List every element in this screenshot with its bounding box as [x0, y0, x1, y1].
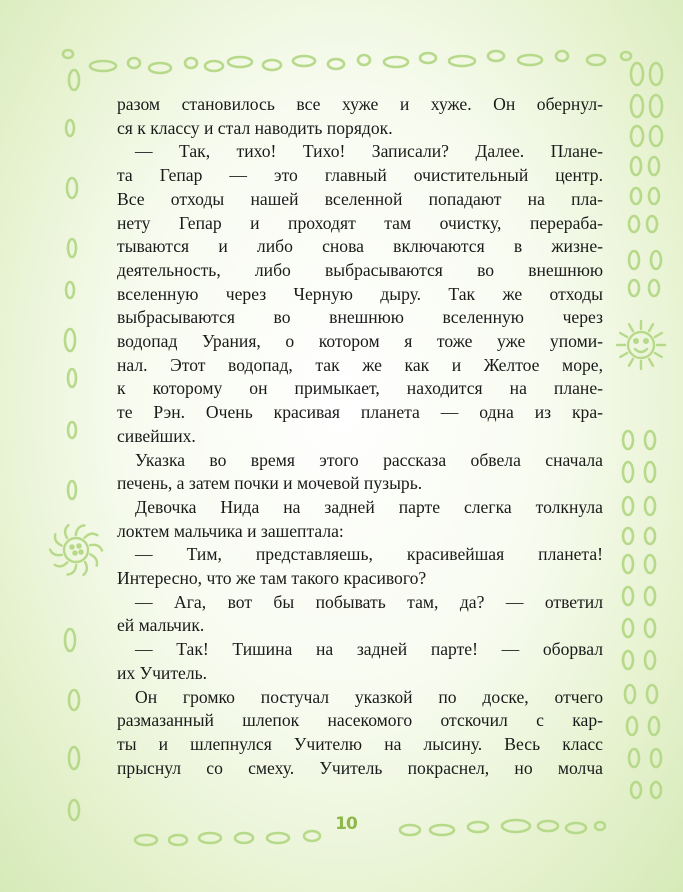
- frame-oval: [647, 685, 657, 703]
- text-line: — Так! Тишина на задней парте! — оборвал: [135, 639, 603, 660]
- text-line: к которому он примыкает, находится на плане-: [117, 378, 603, 399]
- smiling-sun-icon: [617, 321, 665, 369]
- text-line: ся к классу и стал наводить порядок.: [117, 117, 393, 138]
- frame-oval: [629, 216, 639, 232]
- text-line: деятельность, либо выбрасываются во внешнюю: [117, 259, 603, 280]
- frame-oval: [63, 50, 73, 58]
- frame-oval: [623, 528, 633, 544]
- text-line: Он громко постучал указкой по доске, отчего: [135, 686, 603, 707]
- text-line: те Рэн. Очень красивая планета — одна из кра-: [117, 402, 603, 423]
- frame-oval: [90, 61, 116, 71]
- frame-oval: [263, 60, 281, 70]
- text-line: сивейших.: [117, 425, 196, 446]
- frame-oval: [649, 280, 659, 296]
- frame-oval: [629, 251, 639, 269]
- text-line: — Ага, вот бы побывать там, да? — ответил: [135, 591, 603, 612]
- frame-oval: [587, 55, 605, 65]
- frame-oval: [69, 70, 79, 90]
- frame-oval: [645, 555, 655, 573]
- page-text: [117, 93, 603, 780]
- text-line: нету Гепар и проходят там очистку, перераба-: [117, 212, 603, 233]
- frame-oval: [358, 55, 370, 65]
- text-line: вселенную через Черную дыру. Так же отходы: [117, 283, 603, 304]
- text-line: — Тим, представляешь, красивейшая планета!: [135, 544, 603, 565]
- text-line: нал. Этот водопад, так же как и Желтое море,: [117, 354, 603, 375]
- text-line: локтем мальчика и зашептала:: [117, 520, 344, 541]
- frame-oval: [65, 329, 75, 351]
- frame-oval: [645, 528, 655, 544]
- text-line: размазанный шлепок насекомого отскочил с кар-: [117, 710, 603, 731]
- frame-oval: [518, 55, 542, 65]
- frame-oval: [68, 481, 76, 499]
- frame-oval: [650, 126, 662, 146]
- text-line: их Учитель.: [117, 662, 208, 683]
- frame-oval: [384, 57, 408, 67]
- frame-oval: [623, 587, 633, 605]
- frame-oval: [69, 747, 79, 769]
- frame-oval: [623, 619, 633, 637]
- frame-oval: [66, 120, 74, 136]
- frame-oval: [649, 188, 659, 204]
- text-line: тываются и либо снова включаются в жизне-: [117, 236, 603, 257]
- frame-oval: [149, 63, 171, 73]
- frame-oval: [502, 820, 530, 832]
- sun-spiral-icon: [50, 525, 102, 575]
- frame-oval: [645, 497, 655, 515]
- text-line: разом становилось все хуже и хуже. Он обернул-: [117, 94, 603, 114]
- frame-oval: [645, 587, 655, 605]
- frame-oval: [205, 61, 223, 71]
- frame-oval: [68, 369, 76, 387]
- frame-oval: [623, 497, 633, 515]
- frame-oval: [631, 782, 641, 798]
- frame-oval: [631, 188, 641, 204]
- frame-oval: [649, 157, 659, 175]
- frame-oval: [304, 831, 320, 841]
- frame-oval: [556, 51, 568, 61]
- text-line: Указка во время этого рассказа обвела сначала: [135, 449, 603, 470]
- frame-oval: [631, 157, 641, 175]
- frame-oval: [135, 835, 157, 845]
- frame-oval: [328, 59, 344, 69]
- frame-oval: [67, 178, 77, 198]
- frame-oval: [293, 56, 315, 66]
- frame-oval: [627, 717, 637, 735]
- text-line: водопад Урания, о котором я тоже уже упоми-: [117, 331, 603, 352]
- frame-oval: [430, 825, 454, 835]
- frame-oval: [595, 822, 605, 830]
- frame-oval: [645, 462, 655, 482]
- frame-oval: [625, 685, 635, 703]
- frame-oval: [651, 749, 661, 767]
- frame-oval: [68, 422, 76, 438]
- text-line: ты и шлепнулся Учителю на лысину. Весь класс: [117, 733, 603, 754]
- frame-oval: [650, 95, 662, 117]
- frame-oval: [468, 822, 488, 832]
- frame-oval: [68, 239, 76, 257]
- frame-oval: [449, 56, 475, 66]
- frame-oval: [420, 53, 436, 63]
- frame-oval: [645, 619, 655, 637]
- text-line: Все отходы нашей вселенной попадают на пла-: [117, 188, 603, 209]
- frame-oval: [650, 63, 662, 85]
- text-line: печень, а затем почки и мочевой пузырь.: [117, 473, 423, 494]
- frame-oval: [169, 835, 187, 845]
- frame-oval: [647, 216, 657, 232]
- frame-oval: [400, 825, 420, 835]
- text-line: — Так, тихо! Тихо! Записали? Далее. Плане-: [135, 141, 603, 162]
- frame-oval: [631, 95, 643, 117]
- frame-oval: [631, 63, 643, 85]
- frame-oval: [623, 651, 633, 669]
- frame-oval: [66, 282, 74, 298]
- frame-oval: [623, 462, 633, 482]
- frame-oval: [649, 717, 659, 735]
- text-line: Девочка Нида на задней парте слегка толкнула: [135, 496, 603, 517]
- frame-oval: [538, 821, 558, 831]
- text-line: та Гепар — это главный очистительный центр.: [117, 165, 603, 186]
- frame-oval: [651, 251, 661, 269]
- frame-oval: [185, 58, 197, 68]
- frame-oval: [199, 833, 221, 843]
- frame-oval: [228, 57, 252, 67]
- text-line: прыснул со смеху. Учитель покраснел, но молча: [117, 757, 603, 778]
- text-line: Интересно, что же там такого красивого?: [117, 568, 427, 589]
- frame-oval: [645, 431, 655, 449]
- text-line: ей мальчик.: [117, 615, 205, 636]
- frame-oval: [621, 52, 631, 60]
- frame-oval: [235, 833, 253, 843]
- frame-oval: [623, 431, 633, 449]
- frame-oval: [488, 51, 504, 61]
- frame-oval: [69, 800, 79, 820]
- frame-oval: [128, 58, 140, 68]
- frame-oval: [629, 280, 639, 296]
- frame-oval: [65, 629, 75, 651]
- frame-oval: [645, 651, 655, 669]
- frame-oval: [623, 555, 633, 573]
- frame-oval: [631, 126, 643, 146]
- frame-oval: [651, 782, 661, 798]
- frame-oval: [629, 749, 639, 767]
- frame-oval: [566, 823, 586, 833]
- frame-oval: [267, 833, 289, 843]
- page-number: 10: [335, 814, 357, 834]
- text-line: выбрасываются во внешнюю вселенную через: [117, 307, 603, 328]
- frame-oval: [69, 690, 79, 710]
